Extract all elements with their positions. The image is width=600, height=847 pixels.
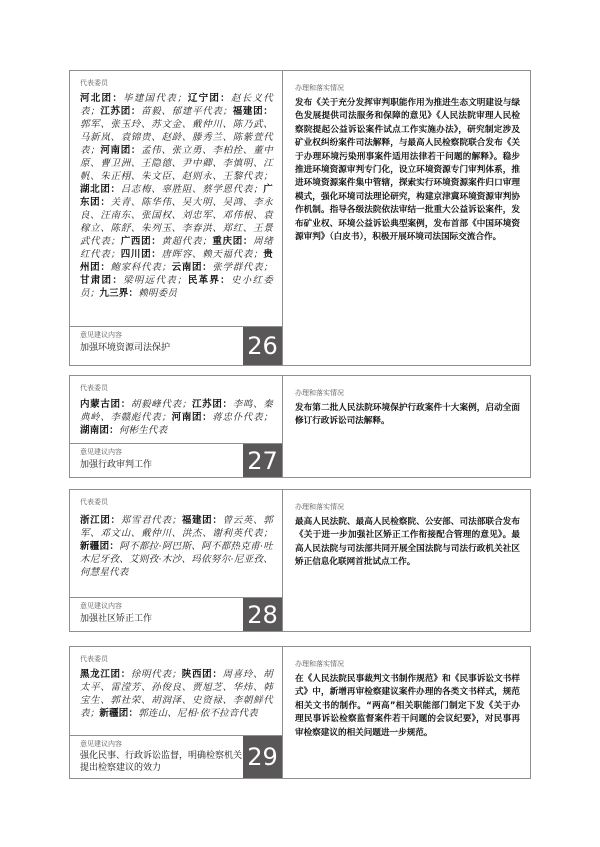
topic-text: 加强行政审判工作 <box>80 460 153 470</box>
member-names: 毕建国代表； <box>123 93 187 104</box>
member-names: 唐晖容、赖天福代表； <box>161 249 263 260</box>
topic-section <box>70 735 282 778</box>
delegation-name: 民革界： <box>186 275 231 286</box>
delegation-name: 重庆团： <box>211 236 254 247</box>
reps-list <box>80 92 273 300</box>
member-names: 周喜玲、胡太平、雷滢芳、孙俊良、贾旭芝、华炜、韩宝生、郭社荣、胡润泽、史资禄、李朝鲜代表； <box>80 669 273 719</box>
reps-label: 代表委员 <box>80 498 108 506</box>
item-number: 28 <box>243 598 282 631</box>
member-names: 胡毅峰代表； <box>130 399 192 410</box>
delegation-name: 湖南团： <box>80 425 119 436</box>
member-names: 史小红委员； <box>80 275 273 299</box>
topic-text: 加强环境资源司法保护 <box>80 343 171 353</box>
delegation-name: 福建团： <box>181 515 223 526</box>
delegation-name: 九三界： <box>99 288 139 299</box>
member-names: 关青、陈华伟、吴大明、吴鸿、李永良、汪南东、张国权、刘忠军、邓伟根、袁稼立、陈舒、朱列玉、李春洪、郑红、王景武代表； <box>80 197 274 247</box>
delegation-name: 贵州团： <box>80 249 273 273</box>
member-names: 黄超代表； <box>161 236 212 247</box>
progress-column <box>282 71 530 365</box>
member-names: 苗毅、郁建平代表； <box>141 106 233 117</box>
delegation-name: 辽宁团： <box>186 93 231 104</box>
delegation-name: 内蒙古团： <box>80 399 131 410</box>
member-names: 郭连山、尼相·依不拉音代表 <box>138 708 258 719</box>
member-names: 何彬生代表 <box>118 425 168 436</box>
delegation-name: 四川团： <box>120 249 162 260</box>
item-number: 27 <box>243 444 282 477</box>
topic-label: 意见建议内容 <box>80 448 122 456</box>
topic-label: 意见建议内容 <box>80 331 122 339</box>
progress-label: 办理和落实情况 <box>295 503 344 511</box>
card-27 <box>69 375 531 478</box>
reps-column <box>70 647 283 778</box>
delegation-name: 浙江团： <box>80 515 121 526</box>
member-names: 蒋忠仆代表； <box>212 412 273 423</box>
delegation-name: 河南团： <box>171 412 213 423</box>
topic-section <box>70 443 282 477</box>
member-names: 梁明远代表； <box>123 275 187 286</box>
reps-list <box>80 668 273 720</box>
reps-column <box>70 490 283 631</box>
progress-label: 办理和落实情况 <box>295 660 344 668</box>
member-names: 赖明委员 <box>138 288 178 299</box>
member-names: 李鸣、秦典岭、李赣彪代表； <box>80 399 273 423</box>
delegation-name: 广西团： <box>120 236 162 247</box>
progress-column <box>282 490 530 631</box>
member-names: 周绪红代表； <box>80 236 273 260</box>
member-names: 曾云英、郭军、邓文山、戴仲川、洪杰、谢利英代表； <box>80 515 273 539</box>
progress-label: 办理和落实情况 <box>295 389 344 397</box>
item-number: 26 <box>243 327 282 365</box>
delegation-name: 湖北团： <box>80 184 121 195</box>
member-names: 吕志梅、辜胜阻、蔡学恩代表； <box>120 184 263 195</box>
topic-text: 强化民事、行政诉讼监督，明确检察机关提出检察建议的效力 <box>80 751 243 773</box>
card-26 <box>69 70 531 366</box>
delegation-name: 甘肃团： <box>80 275 124 286</box>
member-names: 张学群代表； <box>212 262 273 273</box>
progress-text: 发布第二批人民法院环境保护行政案件十大案例，启动全面修订行政诉讼司法解释。 <box>295 403 520 427</box>
delegation-name: 河北团： <box>80 93 124 104</box>
delegation-name: 江苏团： <box>99 106 142 117</box>
progress-label: 办理和落实情况 <box>295 84 344 92</box>
delegation-name: 新疆团： <box>99 708 139 719</box>
progress-text: 发布《关于充分发挥审判职能作用为推进生态文明建设与绿色发展提供司法服务和保障的意见》《人民法院审理人民检察院提起公益诉讼案件试点工作实施办法》，研究制定涉及矿业权纠纷案件司法解释，与最高人民检察院联合发布《关于办理环境污染刑事案件适用法律若干问题的解释》。稳步推进环境资源审判专门化，设立环境资源专门审判体系，推进环境资源案件集中管辖，探索实行环境资源案件归口审理模式，强化环境司法理论研究，构建京津冀环境资源审判协作机制。指导各级法院依法审结一批重大公益诉讼案件，发布矿业权、环境公益诉讼典型案例，发布首部《中国环境资源审判》（白皮书），积极开展环境司法国际交流合作。 <box>295 98 520 243</box>
progress-column <box>282 376 530 477</box>
topic-section <box>70 597 282 631</box>
topic-label: 意见建议内容 <box>80 602 122 610</box>
reps-column <box>70 376 283 477</box>
reps-list <box>80 398 273 437</box>
reps-column <box>70 71 283 365</box>
member-names: 赵长义代表； <box>80 93 273 117</box>
delegation-name: 广东团： <box>80 184 273 208</box>
item-number: 29 <box>243 736 282 778</box>
reps-label: 代表委员 <box>80 79 108 87</box>
reps-list <box>80 514 273 579</box>
topic-section <box>70 326 282 365</box>
progress-text: 最高人民法院、最高人民检察院、公安部、司法部联合发布《关于进一步加强社区矫正工作衔接配合管理的意见》。最高人民法院与司法部共同开展全国法院与司法行政机关社区矫正信息化联网首批试点工作。 <box>295 517 520 568</box>
delegation-name: 黑龙江团： <box>80 669 131 680</box>
progress-column <box>282 647 530 778</box>
topic-label: 意见建议内容 <box>80 740 122 748</box>
member-names: 鲍家科代表； <box>110 262 172 273</box>
delegation-name: 江苏团： <box>191 399 233 410</box>
card-29 <box>69 646 531 779</box>
topic-text: 加强社区矫正工作 <box>80 614 153 624</box>
member-names: 徐明代表； <box>130 669 182 680</box>
delegation-name: 云南团： <box>171 262 213 273</box>
card-28 <box>69 489 531 632</box>
member-names: 孟伟、张立勇、李柏拴、董中原、曹卫洲、王隐德、尹中卿、李慎明、江帆、朱正栩、朱文臣、赵则永、王黎代表； <box>80 145 273 182</box>
delegation-name: 新疆团： <box>80 541 120 552</box>
progress-text: 在《人民法院民事裁判文书制作规范》和《民事诉讼文书样式》中，新增再审检察建议案件办理的各类文书样式，规范相关文书的制作。“两高”相关职能部门制定下发《关于办理民事诉讼检察监督案件若干问题的会议纪要》，对民事再审检察建议的相关问题进一步规范。 <box>295 674 520 738</box>
reps-label: 代表委员 <box>80 384 108 392</box>
member-names: 阿不都拉·阿巴斯、阿不都热克甫·吐木尼牙孜、艾则孜·木沙、玛依努尔·尼亚孜、何慧星代表 <box>80 541 273 578</box>
member-names: 郭军、张玉玲、苏文金、戴仲川、陈乃武、马新岚、袁锦贵、赵龄、滕秀兰、陈紫萱代表； <box>80 119 273 156</box>
delegation-name: 福建团： <box>232 106 273 117</box>
delegation-name: 陕西团： <box>181 669 223 680</box>
reps-label: 代表委员 <box>80 655 108 663</box>
member-names: 郑雪君代表； <box>120 515 182 526</box>
delegation-name: 河南团： <box>99 145 142 156</box>
